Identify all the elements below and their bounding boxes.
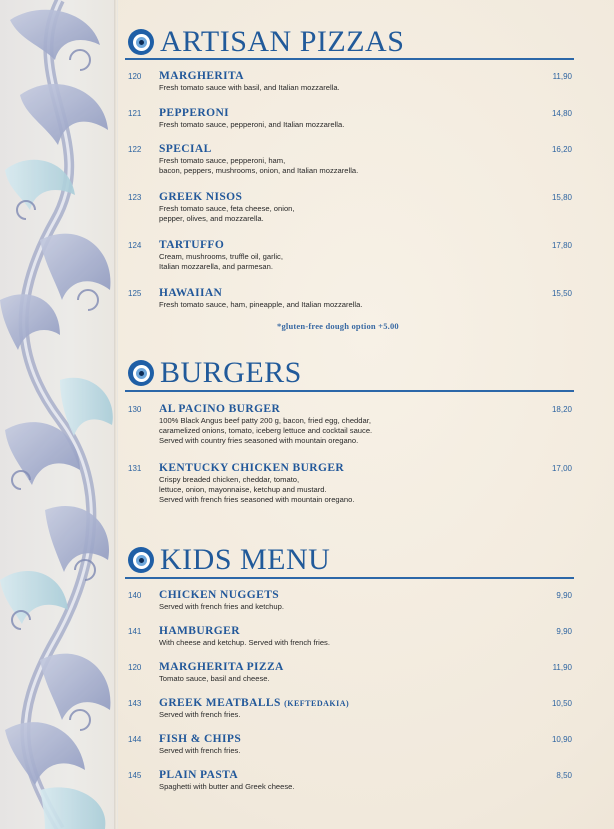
item-price: 8,50 — [556, 771, 572, 780]
item-number: 120 — [128, 663, 142, 672]
item-description: Crispy breaded chicken, cheddar, tomato, lettuce, onion, mayonnaise, ketchup and mustard. Served with french fries seasoned with mountain oregano. — [159, 475, 355, 505]
kids-section-header — [128, 545, 330, 575]
item-name: GREEK NISOS — [159, 191, 243, 203]
item-description: With cheese and ketchup. Served with french fries. — [159, 638, 330, 647]
item-price: 16,20 — [551, 145, 572, 154]
item-description: Served with french fries. — [159, 746, 241, 755]
item-number: 145 — [128, 771, 142, 780]
item-description: Spaghetti with butter and Greek cheese. — [159, 782, 295, 791]
item-number: 144 — [128, 735, 142, 744]
item-price: 9,90 — [556, 627, 572, 636]
item-price: 11,90 — [552, 663, 572, 672]
item-name-sub: (KEFTEDAKIA) — [284, 699, 350, 708]
item-name: PEPPERONI — [159, 107, 230, 119]
item-name: HAMBURGER — [159, 625, 240, 637]
item-description: 100% Black Angus beef patty 200 g, bacon, fried egg, cheddar, caramelized onions, tomato, iceberg lettuce and cocktail sauce. Served with country fries seasoned with mountain oregano. — [159, 416, 373, 446]
item-number: 121 — [128, 109, 142, 118]
item-number: 123 — [128, 193, 142, 202]
item-price: 10,50 — [551, 699, 572, 708]
item-price: 17,80 — [551, 241, 572, 250]
item-name: GREEK MEATBALLS (KEFTEDAKIA) — [159, 697, 350, 709]
item-number: 125 — [128, 289, 142, 298]
item-description: Fresh tomato sauce, feta cheese, onion, pepper, olives, and mozzarella. — [159, 204, 295, 224]
item-price: 10,90 — [551, 735, 572, 744]
item-name: HAWAIIAN — [159, 287, 223, 299]
item-number: 122 — [128, 145, 142, 154]
item-name: MARGHERITA — [159, 70, 244, 82]
item-name: PLAIN PASTA — [159, 769, 239, 781]
item-price: 9,90 — [556, 591, 572, 600]
item-description: Fresh tomato sauce, pepperoni, and Italian mozzarella. — [159, 120, 345, 129]
item-description: Tomato sauce, basil and cheese. — [159, 674, 270, 683]
item-name: AL PACINO BURGER — [159, 403, 281, 415]
item-number: 141 — [128, 627, 142, 636]
item-price: 14,80 — [551, 109, 572, 118]
pizzas-section-header — [128, 27, 404, 57]
kids-title: KIDS MENU — [160, 543, 331, 576]
border-edge — [114, 0, 117, 829]
gluten-free-note: *gluten-free dough option +5.00 — [277, 321, 399, 331]
item-description: Fresh tomato sauce, ham, pineapple, and Italian mozzarella. — [159, 300, 363, 309]
item-price: 15,50 — [551, 289, 572, 298]
burgers-section-header — [128, 358, 302, 388]
item-name: FISH & CHIPS — [159, 733, 242, 745]
item-name: SPECIAL — [159, 143, 212, 155]
item-number: 120 — [128, 72, 142, 81]
item-number: 130 — [128, 405, 142, 414]
item-description: Served with french fries. — [159, 710, 241, 719]
item-name: CHICKEN NUGGETS — [159, 589, 280, 601]
pizzas-divider — [125, 58, 574, 60]
item-price: 15,80 — [551, 193, 572, 202]
item-number: 131 — [128, 464, 142, 473]
item-number: 143 — [128, 699, 142, 708]
item-number: 140 — [128, 591, 142, 600]
item-description: Served with french fries and ketchup. — [159, 602, 284, 611]
item-name: TARTUFFO — [159, 239, 225, 251]
pizzas-title: ARTISAN PIZZAS — [160, 25, 405, 58]
decorative-border — [0, 0, 118, 829]
item-description: Fresh tomato sauce with basil, and Italian mozzarella. — [159, 83, 340, 92]
burgers-divider — [125, 390, 574, 392]
evil-eye-icon — [128, 29, 154, 55]
item-description: Fresh tomato sauce, pepperoni, ham, bacon, peppers, mushrooms, onion, and Italian mozzarella. — [159, 156, 359, 176]
item-price: 11,90 — [552, 72, 572, 81]
item-price: 17,00 — [551, 464, 572, 473]
scroll-ornament-icon — [0, 0, 118, 829]
item-name: KENTUCKY CHICKEN BURGER — [159, 462, 345, 474]
burgers-title: BURGERS — [160, 356, 302, 389]
item-description: Cream, mushrooms, truffle oil, garlic, Italian mozzarella, and parmesan. — [159, 252, 283, 272]
evil-eye-icon — [128, 547, 154, 573]
evil-eye-icon — [128, 360, 154, 386]
item-price: 18,20 — [551, 405, 572, 414]
kids-divider — [125, 577, 574, 579]
item-number: 124 — [128, 241, 142, 250]
item-name: MARGHERITA PIZZA — [159, 661, 284, 673]
